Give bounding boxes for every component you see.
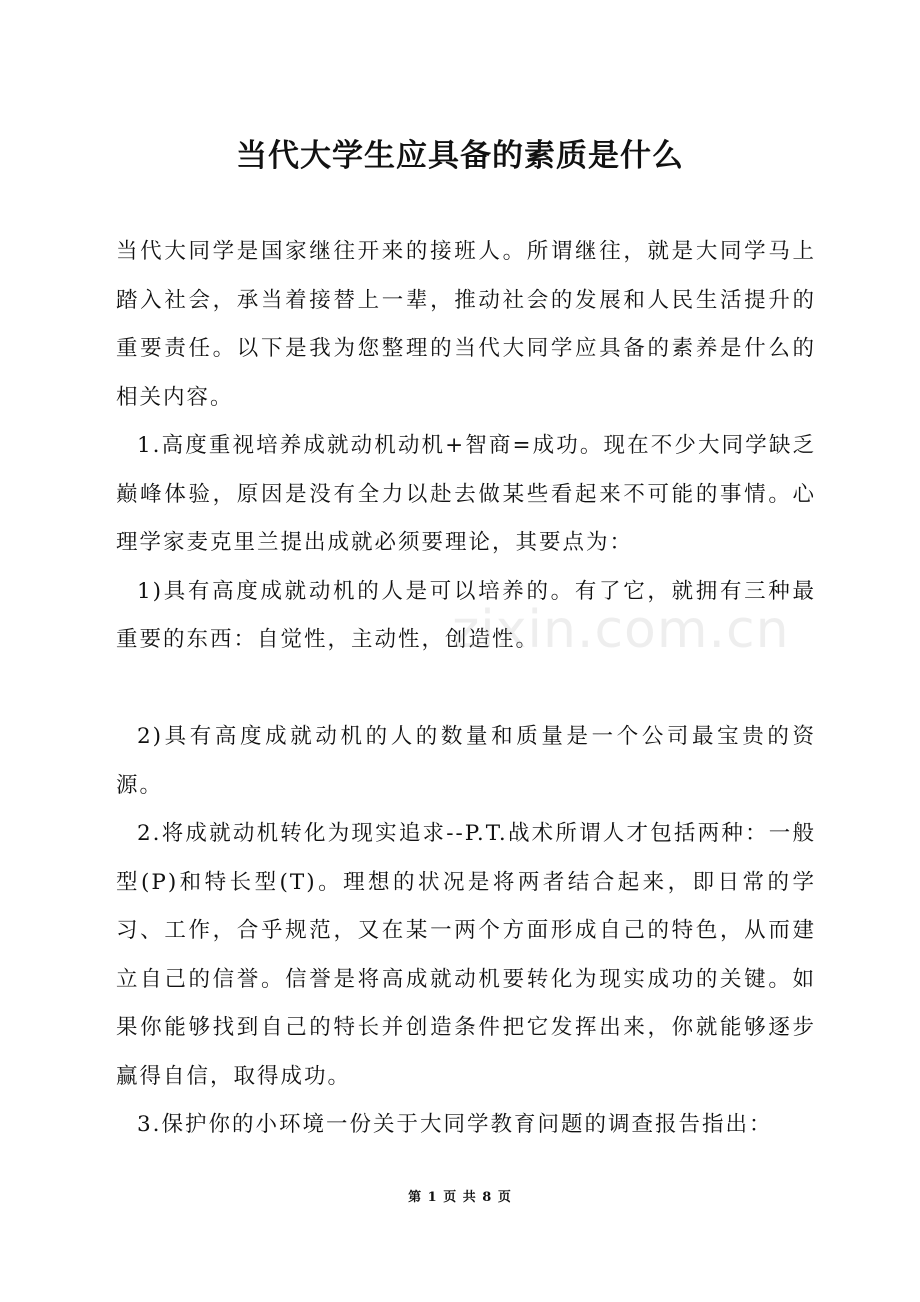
paragraph-point-1: 1.高度重视培养成就动机动机+智商=成功。现在不少大同学缺乏巅峰体验，原因是没有全力以赴去做某些看起来不可能的事情。心理学家麦克里兰提出成就必须要理论，其要点为： bbox=[116, 433, 816, 555]
paragraph-subpoint-1: 1)具有高度成就动机的人是可以培养的。有了它，就拥有三种最重要的东西：自觉性，主动性，创造性。 bbox=[116, 578, 816, 652]
page-footer: 第 1 页 共 8 页 bbox=[408, 1190, 512, 1205]
watermark: zixin.com.cn bbox=[452, 600, 790, 660]
document-body bbox=[116, 228, 816, 1150]
paragraph-point-3: 3.保护你的小环境一份关于大同学教育问题的调查报告指出： bbox=[137, 1112, 773, 1137]
paragraph-intro: 当代大同学是国家继往开来的接班人。所谓继往，就是大同学马上踏入社会，承当着接替上一辈，推动社会的发展和人民生活提升的重要责任。以下是我为您整理的当代大同学应具备的素养是什么的相关内容。 bbox=[116, 239, 816, 410]
paragraph-subpoint-2: 2)具有高度成就动机的人的数量和质量是一个公司最宝贵的资源。 bbox=[116, 724, 816, 798]
paragraph-spacer bbox=[116, 665, 816, 714]
paragraph-point-2: 2.将成就动机转化为现实追求--P.T.战术所谓人才包括两种：一般型(P)和特长型(T)。理想的状况是将两者结合起来，即日常的学习、工作，合乎规范，又在某一两个方面形成自己的特色，从而建立自己的信誉。信誉是将高成就动机要转化为现实成功的关键。如果你能够找到自己的特长并创造条件把它发挥出来，你就能够逐步赢得自信，取得成功。 bbox=[116, 821, 816, 1089]
page-title: 当代大学生应具备的素质是什么 bbox=[236, 138, 684, 174]
